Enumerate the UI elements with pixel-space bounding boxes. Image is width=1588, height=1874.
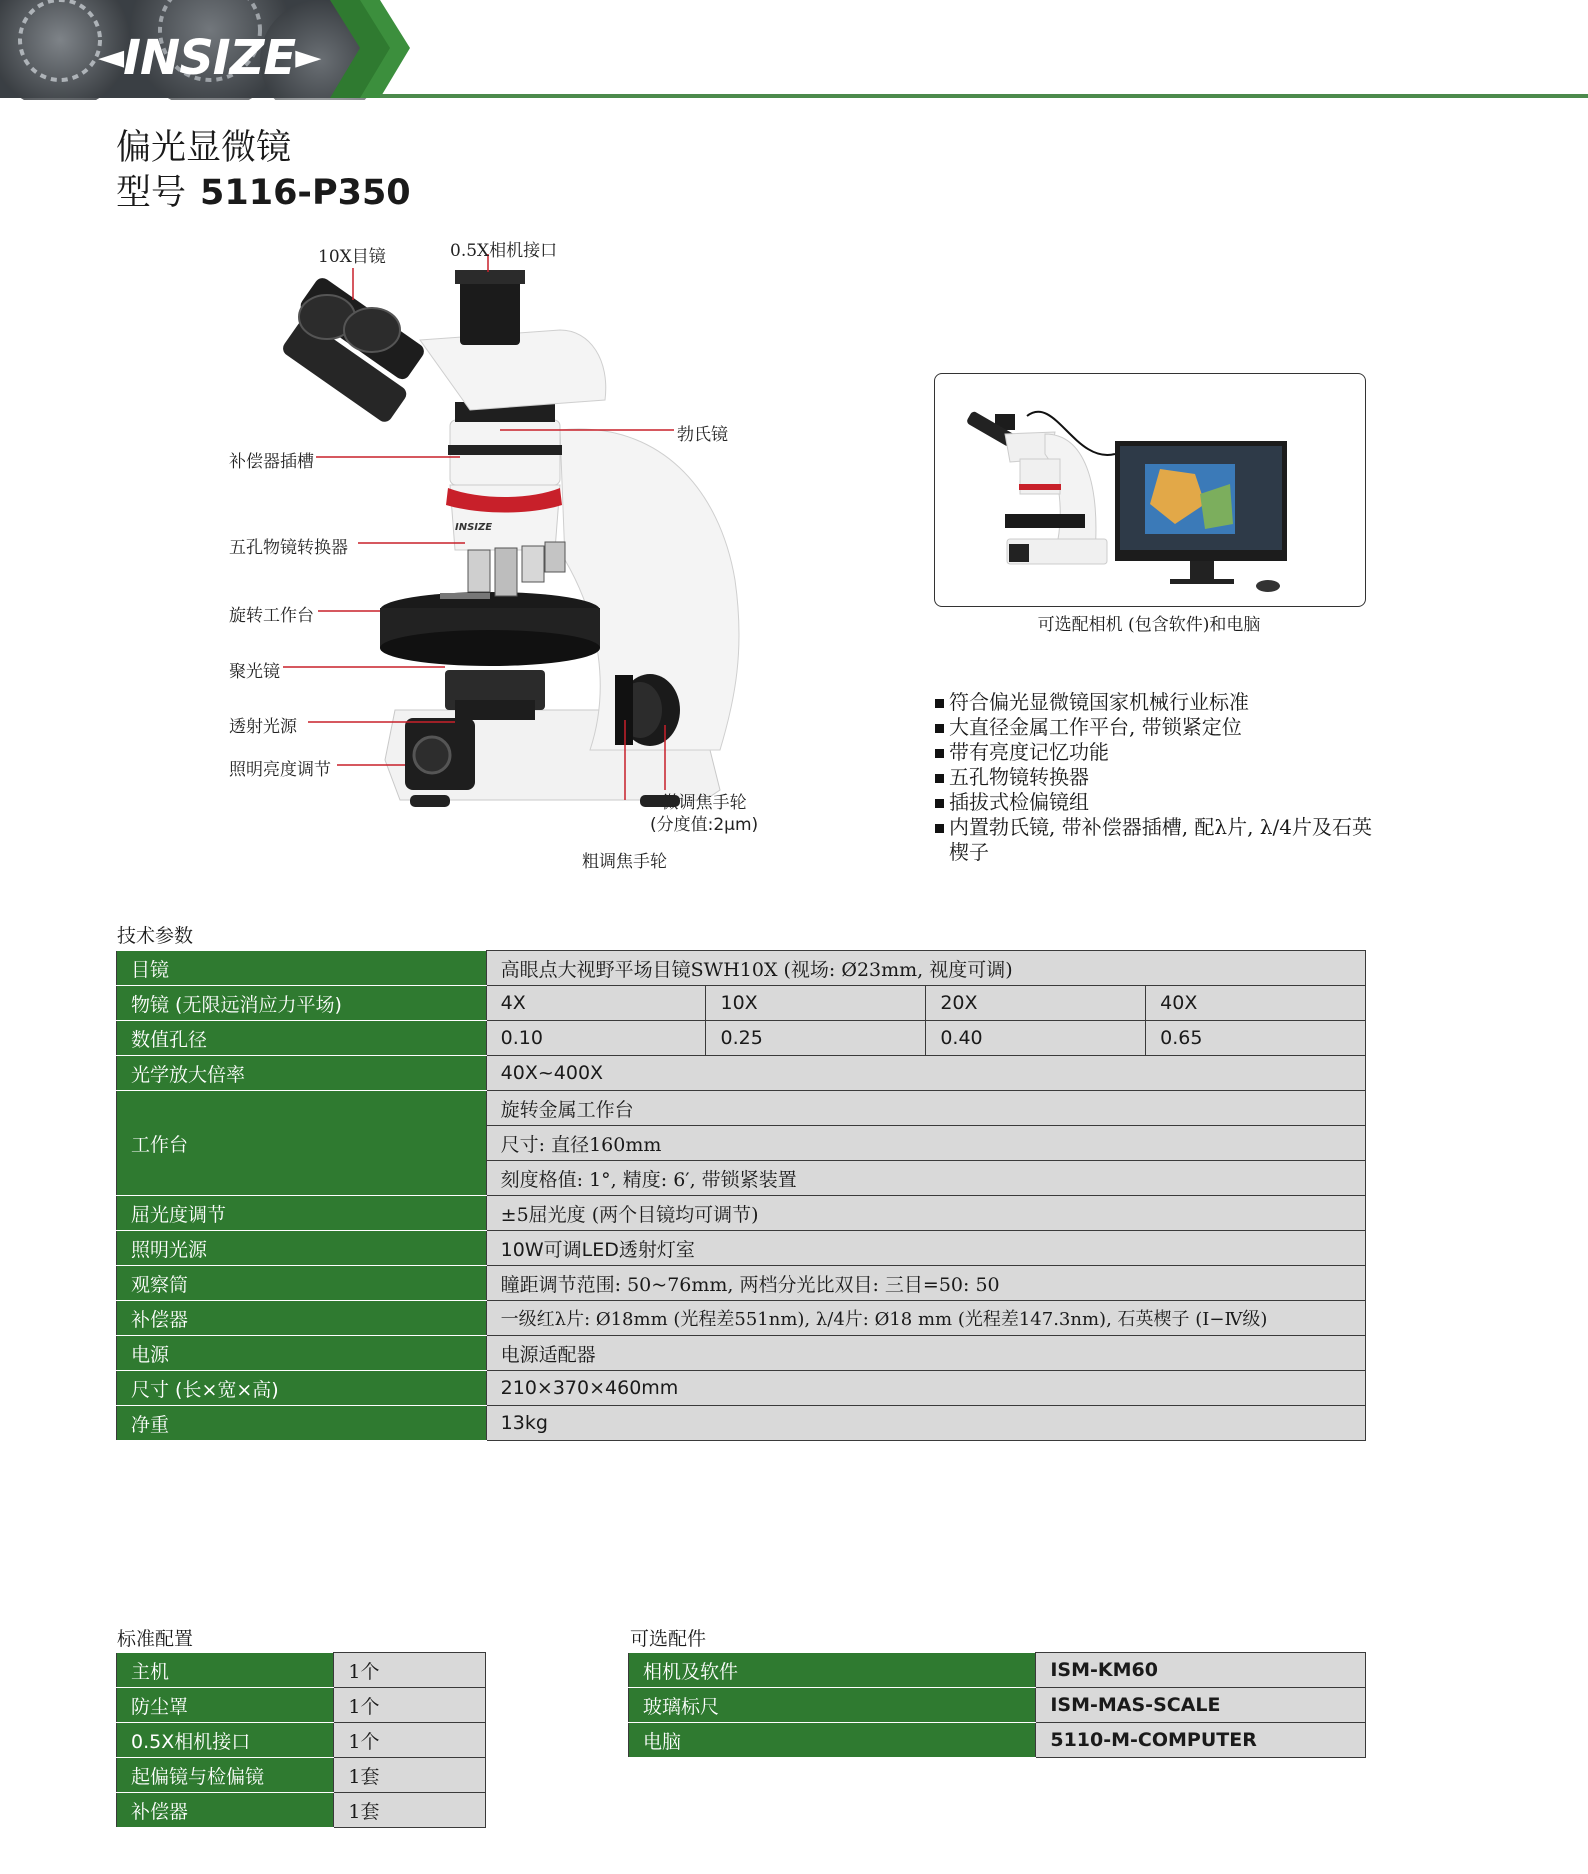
spec-value: 高眼点大视野平场目镜SWH10X (视场: Ø23mm, 视度可调) (486, 951, 1365, 986)
table-row (117, 1196, 1366, 1231)
callout-fine-focus-value: (分度值:2μm) (650, 815, 759, 835)
feature-item: 五孔物镜转换器 (935, 765, 1375, 790)
spec-table (116, 950, 1366, 1441)
standard-qty: 1个 (334, 1723, 486, 1758)
microscope-drawing (0, 230, 900, 880)
callout-coarse-focus: 粗调焦手轮 (582, 852, 667, 872)
spec-value: 一级红λ片: Ø18mm (光程差551nm), λ/4片: Ø18 mm (光程差147.3nm), 石英楔子 (Ⅰ−Ⅳ级) (486, 1301, 1365, 1336)
microscope-body-logo: INSIZE (455, 522, 493, 533)
product-name: 偏光显微镜 (116, 128, 292, 168)
header-banner (0, 0, 1588, 100)
standard-item: 防尘罩 (117, 1688, 334, 1723)
optional-item: 相机及软件 (629, 1653, 1036, 1688)
model-label: 型号 (116, 173, 187, 213)
callout-light-source: 透射光源 (229, 717, 297, 737)
feature-item: 符合偏光显微镜国家机械行业标准 (935, 690, 1375, 715)
table-row (117, 1021, 1366, 1056)
callout-brightness: 照明亮度调节 (229, 760, 331, 780)
spec-value: 210×370×460mm (486, 1371, 1365, 1406)
spec-key: 尺寸 (长×宽×高) (117, 1371, 487, 1406)
model-line (116, 170, 411, 216)
table-row (117, 1266, 1366, 1301)
spec-key: 净重 (117, 1406, 487, 1441)
spec-key: 观察筒 (117, 1266, 487, 1301)
spec-key: 补偿器 (117, 1301, 487, 1336)
callout-camera-adapter: 0.5X相机接口 (450, 241, 558, 261)
spec-value: 刻度格值: 1°, 精度: 6′, 带锁紧装置 (486, 1161, 1365, 1196)
feature-item: 带有亮度记忆功能 (935, 740, 1375, 765)
optional-code: ISM-MAS-SCALE (1036, 1688, 1366, 1723)
callout-compensator-slot: 补偿器插槽 (229, 452, 314, 472)
optional-code: ISM-KM60 (1036, 1653, 1366, 1688)
spec-key: 电源 (117, 1336, 487, 1371)
table-row (117, 1406, 1366, 1441)
table-row (629, 1653, 1366, 1688)
page-title (116, 126, 411, 216)
optional-table (628, 1652, 1366, 1758)
table-row (117, 1793, 486, 1828)
callout-bertrand: 勃氏镜 (677, 425, 728, 445)
callout-eyepiece: 10X目镜 (318, 247, 386, 267)
standard-qty: 1套 (334, 1758, 486, 1793)
table-row (117, 1231, 1366, 1266)
callout-nosepiece: 五孔物镜转换器 (229, 538, 348, 558)
standard-item: 起偏镜与检偏镜 (117, 1758, 334, 1793)
table-row (117, 1091, 1366, 1126)
spec-value: ±5屈光度 (两个目镜均可调节) (486, 1196, 1365, 1231)
callout-condenser: 聚光镜 (229, 662, 280, 682)
spec-key: 数值孔径 (117, 1021, 487, 1056)
brand-logo: ◄INSIZE► (98, 30, 321, 86)
spec-key: 目镜 (117, 951, 487, 986)
optional-item: 玻璃标尺 (629, 1688, 1036, 1723)
standard-item: 0.5X相机接口 (117, 1723, 334, 1758)
spec-section-title: 技术参数 (117, 925, 194, 947)
spec-key: 物镜 (无限远消应力平场) (117, 986, 487, 1021)
standard-table (116, 1652, 486, 1828)
table-row (117, 1653, 486, 1688)
spec-value: 13kg (486, 1406, 1365, 1441)
standard-qty: 1个 (334, 1653, 486, 1688)
standard-qty: 1个 (334, 1688, 486, 1723)
spec-key: 工作台 (117, 1091, 487, 1196)
optional-section-title: 可选配件 (630, 1628, 707, 1650)
spec-key: 照明光源 (117, 1231, 487, 1266)
spec-value: 10W可调LED透射灯室 (486, 1231, 1365, 1266)
spec-value: 10X (706, 986, 926, 1021)
feature-item: 内置勃氏镜, 带补偿器插槽, 配λ片, λ/4片及石英楔子 (935, 815, 1375, 865)
spec-value: 4X (486, 986, 706, 1021)
spec-value: 40X (1146, 986, 1366, 1021)
standard-item: 补偿器 (117, 1793, 334, 1828)
table-row (117, 1371, 1366, 1406)
logo-arrow-left-icon: ◄ (98, 37, 124, 77)
table-row (117, 986, 1366, 1021)
spec-value: 0.25 (706, 1021, 926, 1056)
feature-item: 大直径金属工作平台, 带锁紧定位 (935, 715, 1375, 740)
spec-value: 旋转金属工作台 (486, 1091, 1365, 1126)
microscope-illustration (0, 230, 900, 880)
optional-item: 电脑 (629, 1723, 1036, 1758)
table-row (117, 951, 1366, 986)
table-row (117, 1688, 486, 1723)
spec-key: 屈光度调节 (117, 1196, 487, 1231)
feature-item: 插拔式检偏镜组 (935, 790, 1375, 815)
table-row (629, 1688, 1366, 1723)
logo-arrow-right-icon: ► (295, 37, 321, 77)
callout-stage: 旋转工作台 (229, 606, 314, 626)
standard-qty: 1套 (334, 1793, 486, 1828)
callout-fine-focus (650, 792, 758, 836)
spec-value: 0.65 (1146, 1021, 1366, 1056)
table-row (117, 1336, 1366, 1371)
feature-list (935, 690, 1375, 865)
table-row (117, 1723, 486, 1758)
model-number: 5116-P350 (200, 173, 411, 213)
standard-item: 主机 (117, 1653, 334, 1688)
spec-value: 0.10 (486, 1021, 706, 1056)
table-row (629, 1723, 1366, 1758)
callout-fine-focus-label: 微调焦手轮 (661, 793, 747, 813)
optional-setup-caption: 可选配相机 (包含软件)和电脑 (1037, 615, 1261, 635)
spec-value: 0.40 (926, 1021, 1146, 1056)
spec-value: 尺寸: 直径160mm (486, 1126, 1365, 1161)
standard-section-title: 标准配置 (117, 1628, 194, 1650)
optional-setup-image (934, 373, 1366, 607)
spec-value: 40X~400X (486, 1056, 1365, 1091)
table-row (117, 1758, 486, 1793)
spec-value: 瞳距调节范围: 50~76mm, 两档分光比双目: 三目=50: 50 (486, 1266, 1365, 1301)
table-row (117, 1056, 1366, 1091)
spec-value: 电源适配器 (486, 1336, 1365, 1371)
spec-key: 光学放大倍率 (117, 1056, 487, 1091)
spec-value: 20X (926, 986, 1146, 1021)
table-row (117, 1301, 1366, 1336)
camera-computer-drawing (935, 374, 1365, 606)
optional-code: 5110-M-COMPUTER (1036, 1723, 1366, 1758)
